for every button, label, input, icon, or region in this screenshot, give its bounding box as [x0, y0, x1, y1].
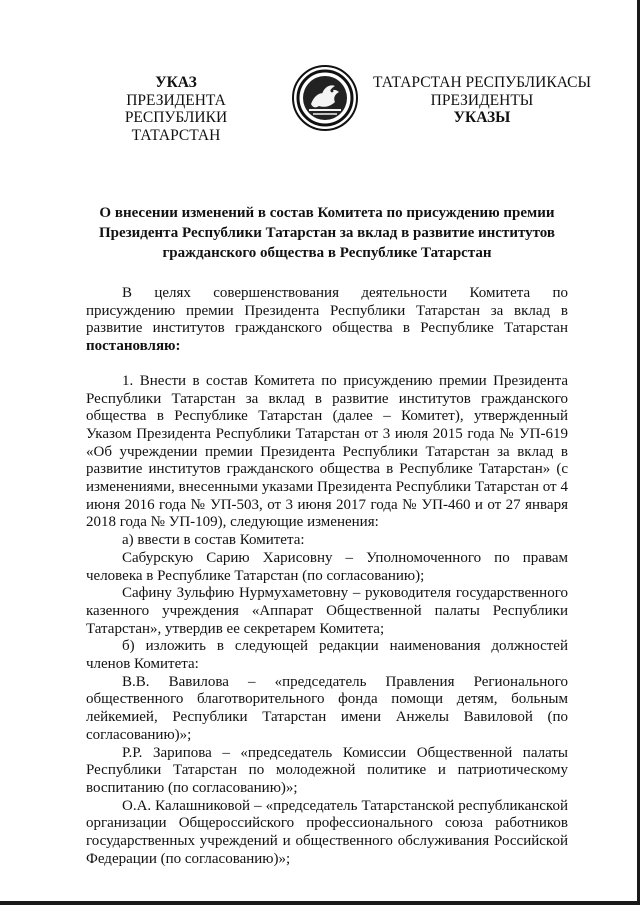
header-left-line-2: ПРЕЗИДЕНТА: [126, 91, 226, 109]
preamble-bold: постановляю:: [86, 338, 181, 355]
paragraph-b: б) изложить в следующей редакции наименования должностей членов Комитета:: [86, 638, 568, 673]
header-right-line-3: УКАЗЫ: [453, 109, 511, 126]
paragraph-1: 1. Внести в состав Комитета по присуждению премии Президента Республики Татарстан за вклад в развитие институтов гражданского общества в Республике Татарстан (далее – Комитет), утвержденный Указом Президента Республики Татарстан от 3 июля 2015 года № УП-619 «Об учреждении премии Президента Республики Татарстан за вклад в развитие институтов гражданского общества в Республике Татарстан» (с изменениями, внесенными указами Президента Республики Татарстан от 4 июня 2016 года № УП-503, от 3 июня 2017 года № УП-460 и от 27 января 2018 года № УП-109), следующие изменения:: [86, 372, 568, 531]
header-left: [80, 74, 272, 144]
header-left-line-1: УКАЗ: [155, 74, 197, 91]
paragraph-saburskaya: Сабурскую Сарию Харисовну – Уполномоченного по правам человека в Республике Татарстан (по согласованию);: [86, 549, 568, 584]
header-right-line-1: ТАТАРСТАН РЕСПУБЛИКАСЫ: [373, 74, 591, 91]
paragraph-safina: Сафину Зульфию Нурмухаметовну – руководителя государственного казенного учреждения «Аппарат Общественной палаты Республики Татарстан», утвердив ее секретарем Комитета;: [86, 585, 568, 637]
document-title: О внесении изменений в состав Комитета по присуждению премии Президента Республики Татарстан за вклад в развитие институтов гражданского общества в Республике Татарстан: [98, 205, 556, 261]
paragraph-kalashnikova: О.А. Калашниковой – «председатель Татарстанской республиканской организации Общероссийского профессионального союза работников государственных учреждений и общественного обслуживания Российской Федерации (по согласованию)»;: [86, 797, 568, 867]
document-body: [86, 285, 568, 869]
paragraph-zaripova: Р.Р. Зарипова – «председатель Комиссии Общественной палаты Республики Татарстан по молодежной политике и патриотическому воспитанию (по согласованию)»;: [86, 744, 568, 796]
paragraph-vavilova: В.В. Вавилова – «председатель Правления Регионального общественного благотворительного фонда помощи детям, больным лейкемией, Республики Татарстан имени Анжелы Вавиловой (по согласованию)»;: [86, 673, 568, 743]
paragraph-a: а) ввести в состав Комитета:: [122, 532, 305, 549]
page-edge-bottom: [0, 901, 640, 905]
preamble-paragraph: [86, 285, 568, 356]
header-right-line-2: ПРЕЗИДЕНТЫ: [430, 91, 534, 109]
preamble-text: В целях совершенствования деятельности Комитета по присуждению премии Президента Республики Татарстан за вклад в развитие институтов гражданского общества в Республике Татарстан: [86, 285, 568, 337]
tatarstan-coat-of-arms-icon: [291, 64, 359, 132]
header-right: [372, 74, 592, 127]
header-left-line-3: РЕСПУБЛИКИ ТАТАРСТАН: [124, 109, 228, 144]
